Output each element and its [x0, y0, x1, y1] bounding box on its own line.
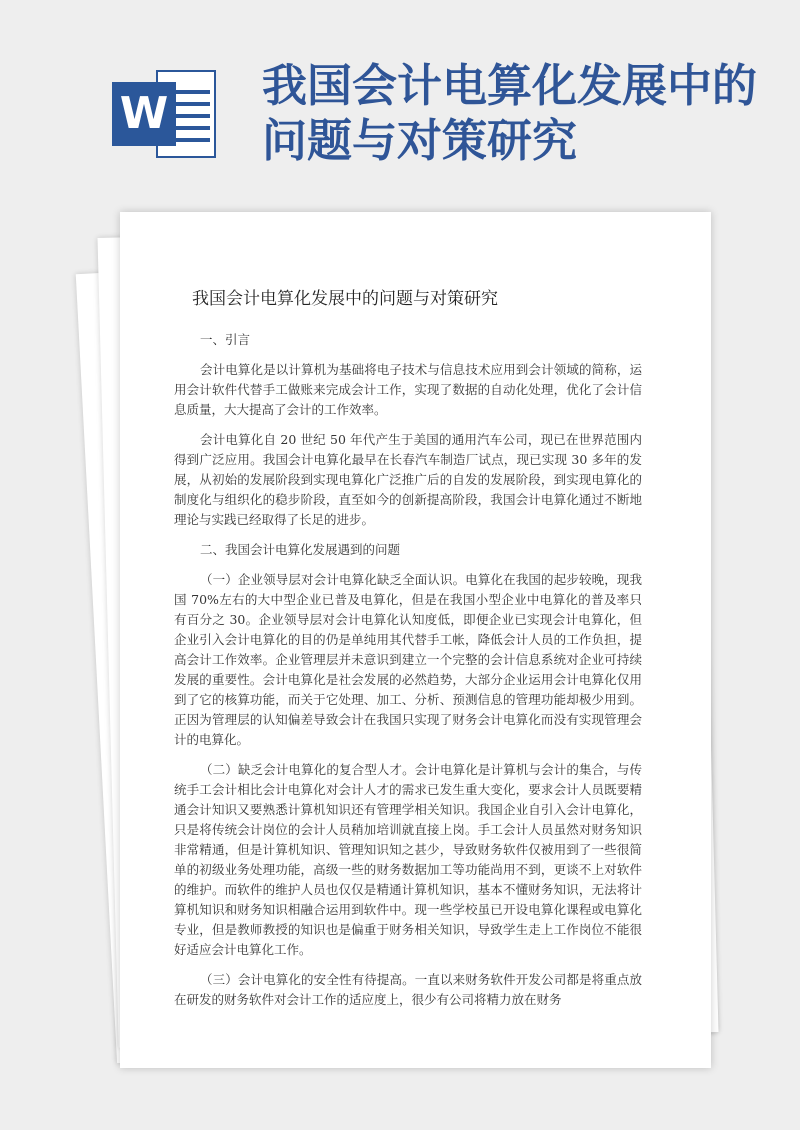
- word-icon-letter: W: [112, 82, 176, 146]
- document-page: [120, 212, 711, 1068]
- document-title: 我国会计电算化发展中的问题与对策研究: [192, 289, 498, 309]
- cover-title: 我国会计电算化发展中的问题与对策研究: [262, 59, 758, 167]
- paragraph: （一）企业领导层对会计电算化缺乏全面认识。电算化在我国的起步较晚，现我国 70%左右的大中型企业已普及电算化，但是在我国小型企业中电算化的普及率只有百分之 30。企业领导层对会计电算化认知度低，即便企业已实现会计电算化，但企业引入会计电算化的目的仍是单纯用其代替手工帐，降低会计人员的工作负担，提高会计工作效率。企业管理层并未意识到建立一个完整的会计信息系统对企业可持续发展的重要性。会计电算化是社会发展的必然趋势，大部分企业运用会计电算化仅用到了它的核算功能，而关于它处理、加工、分析、预测信息的管理功能却极少用到。正因为管理层的认知偏差导致会计在我国只实现了财务会计电算化而没有实现管理会计的电算化。: [174, 572, 642, 747]
- paragraph: 会计电算化自 20 世纪 50 年代产生于美国的通用汽车公司，现已在世界范围内得到广泛应用。我国会计电算化最早在长春汽车制造厂试点，现已实现 30 多年的发展，从初始的发展阶段到实现电算化广泛推广后的自发的发展阶段，到实现电算化的制度化与组织化的稳步阶段，直至如今的创新提高阶段，我国会计电算化通过不断地理论与实践已经取得了长足的进步。: [174, 432, 642, 527]
- paragraph: 会计电算化是以计算机为基础将电子技术与信息技术应用到会计领域的简称，运用会计软件代替手工做账来完成会计工作，实现了数据的自动化处理，优化了会计信息质量，大大提高了会计的工作效率。: [174, 362, 642, 417]
- section-heading: 一、引言: [200, 332, 251, 347]
- paragraph: （二）缺乏会计电算化的复合型人才。会计电算化是计算机与会计的集合，与传统手工会计相比会计电算化对会计人才的需求已发生重大变化，要求会计人员既要精通会计知识又要熟悉计算机知识还有管理学相关知识。我国企业自引入会计电算化，只是将传统会计岗位的会计人员稍加培训就直接上岗。手工会计人员虽然对财务知识非常精通，但是计算机知识、管理知识知之甚少，导致财务软件仅被用到了一些很简单的初级业务处理功能，高级一些的财务数据加工等功能尚用不到，更谈不上对软件的维护。而软件的维护人员也仅仅是精通计算机知识，基本不懂财务知识，无法将计算机知识和财务知识相融合运用到软件中。现一些学校虽已开设电算化课程或电算化专业，但是教师教授的知识也是偏重于财务相关知识，导致学生走上工作岗位不能很好适应会计电算化工作。: [174, 762, 642, 957]
- document-body: [174, 330, 642, 1020]
- section-heading: 二、我国会计电算化发展遇到的问题: [200, 542, 401, 557]
- word-icon: [112, 70, 216, 158]
- paragraph: （三）会计电算化的安全性有待提高。一直以来财务软件开发公司都是将重点放在研发的财务软件对会计工作的适应度上，很少有公司将精力放在财务: [174, 972, 642, 1007]
